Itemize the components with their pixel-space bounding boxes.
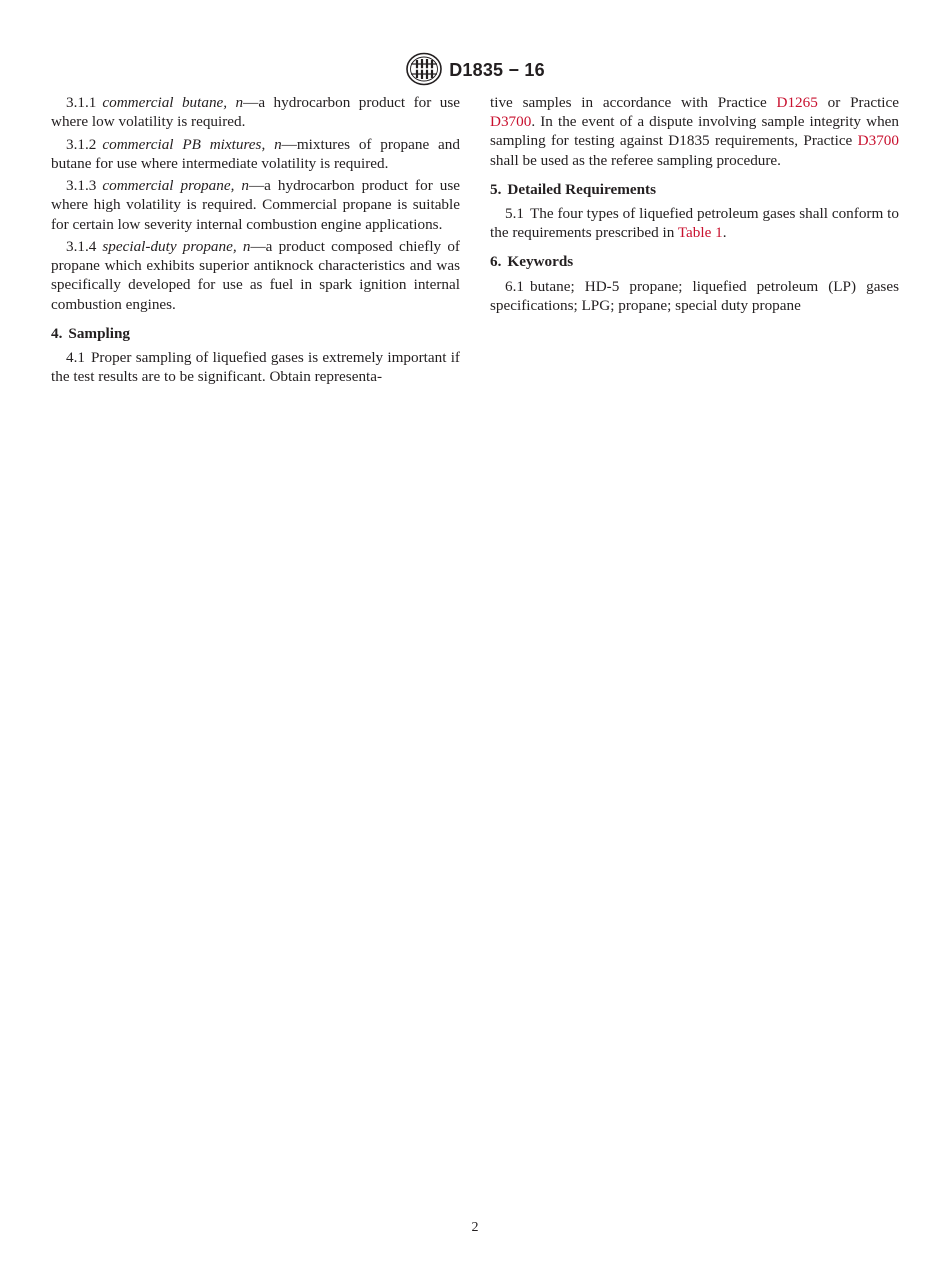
paragraph-3-1-2 (51, 135, 460, 173)
definition-text: mixtures of propane and butane for use where intermediate volatility is required. (51, 135, 460, 172)
section-number: 3.1.4 (66, 237, 97, 255)
standard-designation: D1835 − 16 (449, 59, 545, 80)
em-dash: — (250, 237, 266, 255)
section-number: 4.1 (66, 349, 85, 366)
right-column (490, 93, 899, 318)
section-title: Detailed Requirements (507, 180, 657, 198)
definition-text: a hydrocarbon product for use where high volatility is required. Commercial propane is suitable for certain low severity internal combustion engine applications. (51, 177, 460, 233)
defined-term: commercial PB mixtures, n (102, 135, 282, 153)
defined-term: commercial propane, n (102, 177, 249, 195)
link-d3700-referee[interactable]: D3700 (857, 132, 899, 150)
paragraph-3-1-1 (51, 93, 460, 131)
link-table-1[interactable]: Table 1 (677, 224, 723, 242)
section-number: 4. (51, 324, 63, 342)
paragraph-3-1-4 (51, 237, 460, 314)
astm-logo-icon (405, 52, 443, 86)
paragraph-text: . In the event of a dispute involving sample integrity when sampling for testing against D1835 requirements, Practice (490, 113, 899, 150)
section-title: Keywords (507, 253, 574, 271)
definition-text: a hydrocarbon product for use where low volatility is required. (51, 94, 461, 131)
defined-term: special-duty propane, n (102, 237, 251, 255)
em-dash: — (248, 177, 265, 195)
em-dash: — (243, 94, 259, 111)
definition-text: a product composed chiefly of propane which exhibits superior antiknock characteristics and was specifically developed for use as fuel in spark ignition internal combustion engines. (51, 237, 460, 313)
em-dash: — (281, 135, 297, 153)
page-header (0, 52, 950, 86)
section-number: 6. (490, 253, 502, 271)
paragraph-text: shall be used as the referee sampling procedure. (490, 151, 781, 169)
section-number: 6.1 (505, 277, 524, 295)
section-number: 3.1.3 (66, 177, 97, 195)
section-number: 5. (490, 180, 502, 198)
paragraph-text: tive samples in accordance with Practice (490, 94, 777, 111)
paragraph-text: . (722, 224, 727, 242)
section-number: 5.1 (505, 205, 524, 223)
link-d3700[interactable]: D3700 (490, 113, 532, 131)
paragraph-4-1 (51, 348, 460, 386)
section-heading-sampling (51, 324, 460, 343)
paragraph-text: or Practice (817, 94, 899, 111)
paragraph-text: The four types of liquefied petroleum gases shall conform to the requirements prescribed in (490, 205, 899, 242)
paragraph-text: butane; HD-5 propane; liquefied petroleum (LP) gases specifications; LPG; propane; special duty propane (490, 277, 899, 314)
paragraph-5-1 (490, 204, 899, 242)
section-number: 3.1.2 (66, 135, 97, 153)
left-column (51, 93, 460, 390)
paragraph-4-1-continued (490, 93, 899, 170)
section-number: 3.1.1 (66, 94, 97, 111)
paragraph-3-1-3 (51, 176, 460, 234)
paragraph-6-1 (490, 277, 899, 315)
paragraph-text: Proper sampling of liquefied gases is extremely important if the test results are to be significant. Obtain representa- (51, 349, 460, 386)
section-heading-keywords (490, 252, 899, 271)
section-title: Sampling (68, 324, 131, 342)
defined-term: commercial butane, n (102, 94, 244, 111)
section-heading-detailed-requirements (490, 180, 899, 199)
page-number: 2 (471, 1220, 479, 1235)
link-d1265[interactable]: D1265 (776, 94, 818, 111)
